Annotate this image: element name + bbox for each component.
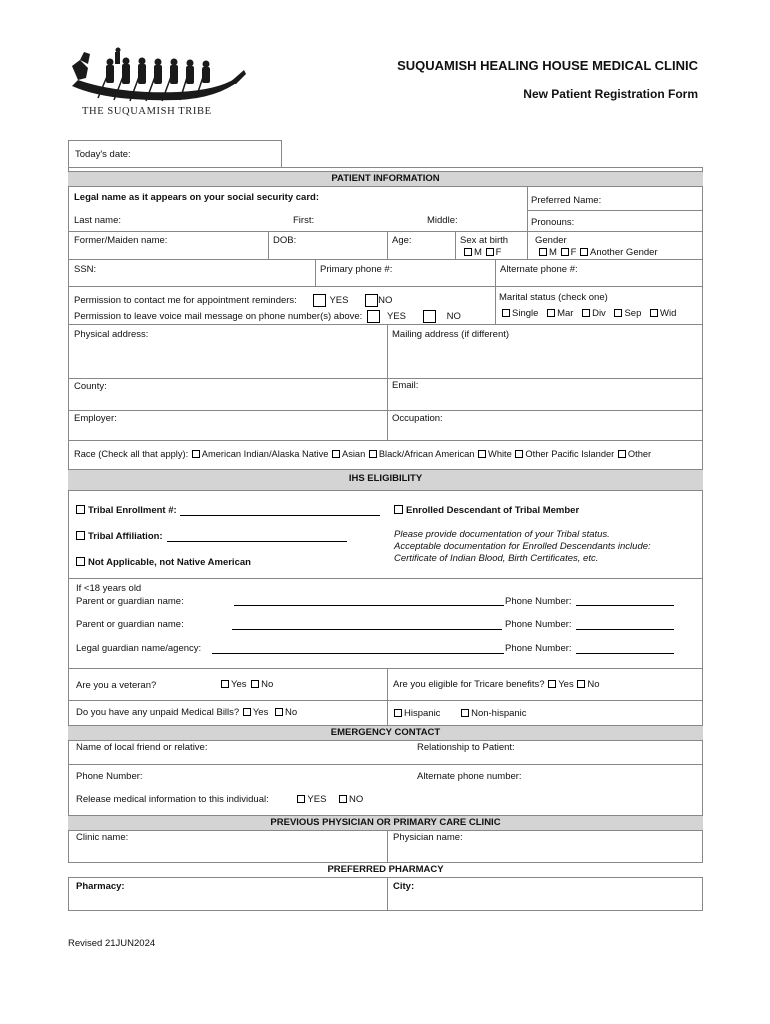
city-label[interactable]: City:: [393, 881, 415, 892]
contact-yes-checkbox[interactable]: [313, 294, 326, 307]
sex-options: M F: [463, 247, 501, 258]
marital-single-checkbox[interactable]: [502, 309, 510, 317]
tribal-affiliation-line[interactable]: [167, 541, 347, 542]
sex-m-checkbox[interactable]: [464, 248, 472, 256]
last-name-label[interactable]: Last name:: [74, 215, 121, 226]
marital-status-label: Marital status (check one): [499, 292, 608, 303]
relationship-label[interactable]: Relationship to Patient:: [417, 742, 515, 753]
employer-label[interactable]: Employer:: [74, 413, 117, 424]
guardian-phone-label: Phone Number:: [505, 643, 572, 654]
tricare-no-checkbox[interactable]: [577, 680, 585, 688]
pronouns-label[interactable]: Pronouns:: [531, 217, 575, 228]
tribal-affiliation-checkbox[interactable]: [76, 531, 85, 540]
emergency-phone-label[interactable]: Phone Number:: [76, 771, 143, 782]
parent2-label: Parent or guardian name:: [76, 619, 184, 630]
doc-note-line-2: Acceptable documentation for Enrolled Descendants include:: [394, 541, 651, 552]
race-other-checkbox[interactable]: [618, 450, 626, 458]
county-label[interactable]: County:: [74, 381, 107, 392]
revised-date: Revised 21JUN2024: [68, 938, 156, 949]
marital-divorced-checkbox[interactable]: [582, 309, 590, 317]
doc-note-line-3: Certificate of Indian Blood, Birth Certificates, etc.: [394, 553, 599, 564]
gender-m-checkbox[interactable]: [539, 248, 547, 256]
race-aian-checkbox[interactable]: [192, 450, 200, 458]
tribal-affiliation-row: Tribal Affiliation:: [76, 531, 163, 542]
under-18-label: If <18 years old: [76, 583, 142, 594]
ssn-label[interactable]: SSN:: [74, 264, 97, 275]
voicemail-no-checkbox[interactable]: [423, 310, 436, 323]
parent1-line[interactable]: [234, 605, 504, 606]
tribe-logo: [68, 44, 248, 124]
dob-label[interactable]: DOB:: [273, 235, 297, 246]
marital-options: Single Mar Div Sep Wid: [501, 308, 676, 319]
gender-f-checkbox[interactable]: [561, 248, 569, 256]
emergency-contact-header: EMERGENCY CONTACT: [68, 725, 703, 741]
race-asian-checkbox[interactable]: [332, 450, 340, 458]
gender-options: M F Another Gender: [538, 247, 658, 258]
previous-physician-header: PREVIOUS PHYSICIAN OR PRIMARY CARE CLINIC: [68, 815, 703, 831]
marital-separated-checkbox[interactable]: [614, 309, 622, 317]
contact-no-checkbox[interactable]: [365, 294, 378, 307]
preferred-name-label[interactable]: Preferred Name:: [531, 195, 602, 206]
veteran-yes-checkbox[interactable]: [221, 680, 229, 688]
legal-guardian-label: Legal guardian name/agency:: [76, 643, 202, 654]
tribal-enrollment-checkbox[interactable]: [76, 505, 85, 514]
middle-name-label[interactable]: Middle:: [427, 215, 458, 226]
hispanic-checkbox[interactable]: [394, 709, 402, 717]
logo-caption: THE SUQUAMISH TRIBE: [82, 106, 212, 117]
bills-no-checkbox[interactable]: [275, 708, 283, 716]
tribal-enrollment-line[interactable]: [180, 515, 380, 516]
legal-name-label: Legal name as it appears on your social security card:: [74, 192, 319, 203]
sex-at-birth-label: Sex at birth: [460, 235, 509, 246]
todays-date-label: Today's date:: [75, 149, 131, 160]
occupation-label[interactable]: Occupation:: [392, 413, 443, 424]
legal-guardian-line[interactable]: [212, 653, 504, 654]
alternate-phone-label[interactable]: Alternate phone #:: [500, 264, 578, 275]
non-hispanic-checkbox[interactable]: [461, 709, 469, 717]
doc-note-line-1: Please provide documentation of your Tribal status.: [394, 529, 610, 540]
parent1-phone-label: Phone Number:: [505, 596, 572, 607]
parent2-phone-label: Phone Number:: [505, 619, 572, 630]
canoe-logo-icon: [68, 44, 248, 104]
ihs-eligibility-header: IHS ELIGIBILITY: [68, 469, 703, 491]
parent1-label: Parent or guardian name:: [76, 596, 184, 607]
clinic-name-label[interactable]: Clinic name:: [76, 832, 129, 843]
pharmacy-label[interactable]: Pharmacy:: [76, 881, 125, 892]
sex-f-checkbox[interactable]: [486, 248, 494, 256]
clinic-name: SUQUAMISH HEALING HOUSE MEDICAL CLINIC: [397, 58, 698, 73]
race-white-checkbox[interactable]: [478, 450, 486, 458]
enrolled-descendant-row: Enrolled Descendant of Tribal Member: [394, 505, 579, 516]
todays-date-field[interactable]: [68, 140, 282, 168]
emergency-alt-phone-label[interactable]: Alternate phone number:: [417, 771, 522, 782]
veteran-label: Are you a veteran?: [76, 680, 157, 691]
tricare-yes-checkbox[interactable]: [548, 680, 556, 688]
guardian-phone-line[interactable]: [576, 653, 674, 654]
form-title: New Patient Registration Form: [523, 87, 698, 101]
friend-name-label[interactable]: Name of local friend or relative:: [76, 742, 208, 753]
gender-other-checkbox[interactable]: [580, 248, 588, 256]
race-row: Race (Check all that apply): American Indian/Alaska Native Asian Black/African American White Other Pacific Islander Other: [74, 449, 652, 459]
parent2-phone-line[interactable]: [576, 629, 674, 630]
gender-label: Gender: [535, 235, 567, 246]
patient-info-header: PATIENT INFORMATION: [68, 171, 703, 187]
bills-yes-checkbox[interactable]: [243, 708, 251, 716]
not-applicable-checkbox[interactable]: [76, 557, 85, 566]
parent1-phone-line[interactable]: [576, 605, 674, 606]
age-label[interactable]: Age:: [392, 235, 412, 246]
mailing-address-label[interactable]: Mailing address (if different): [392, 329, 510, 340]
primary-phone-label[interactable]: Primary phone #:: [320, 264, 393, 275]
physician-name-label[interactable]: Physician name:: [393, 832, 463, 843]
tribal-enrollment-row: Tribal Enrollment #:: [76, 505, 177, 516]
marital-widowed-checkbox[interactable]: [650, 309, 658, 317]
veteran-options: Yes No: [220, 679, 273, 690]
parent2-line[interactable]: [232, 629, 502, 630]
first-name-label[interactable]: First:: [293, 215, 315, 226]
enrolled-descendant-checkbox[interactable]: [394, 505, 403, 514]
email-label[interactable]: Email:: [392, 380, 419, 391]
voicemail-yes-checkbox[interactable]: [367, 310, 380, 323]
release-yes-checkbox[interactable]: [297, 795, 305, 803]
not-applicable-row: Not Applicable, not Native American: [76, 557, 251, 568]
former-name-label[interactable]: Former/Maiden name:: [74, 235, 168, 246]
permission-contact-row: Permission to contact me for appointment reminders: YES NO: [74, 295, 393, 307]
unpaid-bills-row: Do you have any unpaid Medical Bills? Yes No: [76, 707, 298, 718]
ethnicity-row: Hispanic Non-hispanic: [393, 708, 527, 719]
release-no-checkbox[interactable]: [339, 795, 347, 803]
permission-voicemail-row: Permission to leave voice mail message on phone number(s) above: YES NO: [74, 311, 461, 323]
marital-married-checkbox[interactable]: [547, 309, 555, 317]
release-info-row: Release medical information to this individual: YES NO: [76, 794, 364, 805]
race-black-checkbox[interactable]: [369, 450, 377, 458]
veteran-no-checkbox[interactable]: [251, 680, 259, 688]
tricare-row: Are you eligible for Tricare benefits? Yes No: [393, 679, 600, 690]
preferred-pharmacy-header: PREFERRED PHARMACY: [68, 862, 703, 878]
race-pacific-islander-checkbox[interactable]: [515, 450, 523, 458]
physical-address-label[interactable]: Physical address:: [74, 329, 149, 340]
